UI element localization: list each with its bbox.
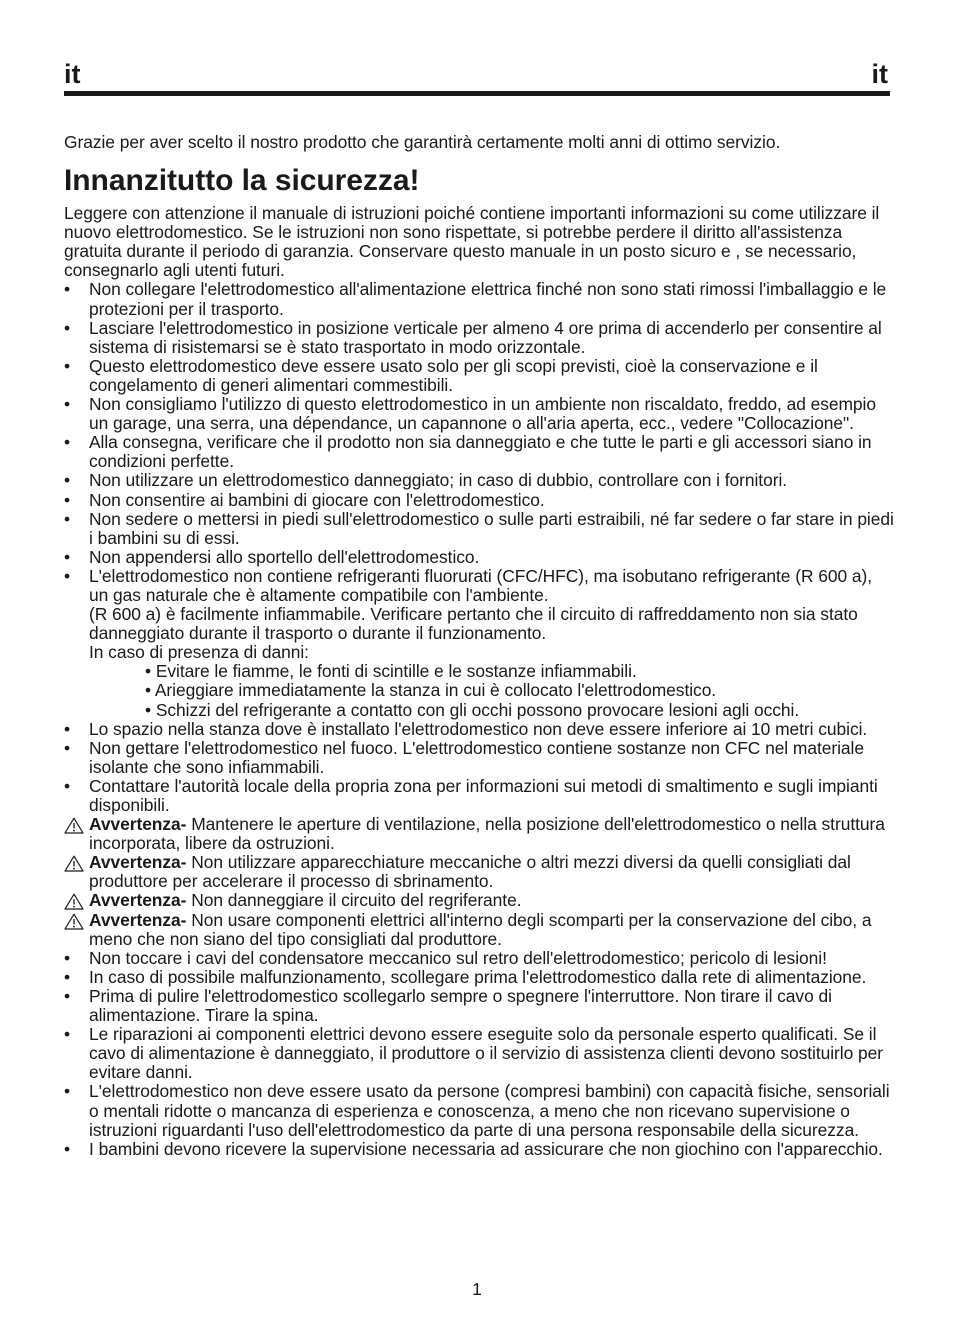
language-code-right: it [871, 59, 888, 89]
bullet: • [64, 508, 71, 529]
sublist-item: • Evitare le fiamme, le fonti di scintille e le sostanze infiammabili. [145, 661, 637, 682]
refrigerant-item [64, 567, 894, 720]
warning-label: Avvertenza- [89, 909, 187, 930]
warning-triangle-icon [64, 855, 84, 872]
list-item [64, 720, 894, 739]
list-item-text: Non utilizzare un elettrodomestico danneggiato; in caso di dubbio, controllare con i fornitori. [89, 470, 788, 491]
warning-text: Non usare componenti elettrici all'interno degli scomparti per la conservazione del cibo, a meno che non siano del tipo consigliati dal produttore. [89, 909, 872, 949]
bullet: • [64, 470, 71, 491]
intro-paragraph: Leggere con attenzione il manuale di istruzioni poiché contiene importanti informazioni su come utilizzare il nuovo elettrodomestico. Se le istruzioni non sono rispettate, si potrebbe perdere il diritto all'assistenza gratuita durante il periodo di garanzia. Conservare questo manuale in un posto sicuro e , se necessario, consegnarlo agli utenti futuri. [64, 203, 880, 281]
warning-text: Non utilizzare apparecchiature meccaniche o altri mezzi diversi da quelli consigliati dal produttore per accelerare il processo di sbrinamento. [89, 852, 851, 892]
sublist-item: • Arieggiare immediatamente la stanza in cui è collocato l'elettrodomestico. [145, 680, 717, 701]
list-item-text: Questo elettrodomestico deve essere usato solo per gli scopi previsti, cioè la conservazione e il congelamento di generi alimentari commestibili. [89, 355, 818, 395]
list-item-text: Non gettare l'elettrodomestico nel fuoco. L'elettrodomestico contiene sostanze non CFC nel materiale isolante che sono infiammabili. [89, 737, 864, 777]
header-rule [64, 91, 890, 96]
bullet: • [64, 546, 71, 567]
list-item [64, 1140, 894, 1159]
list-item [64, 357, 894, 395]
list-item [64, 491, 894, 510]
list-item [64, 949, 894, 968]
damage-sublist [89, 662, 894, 719]
list-item-text: Non collegare l'elettrodomestico all'alimentazione elettrica finché non sono stati rimossi l'imballaggio e le protezioni per il trasporto. [89, 279, 887, 319]
list-item [64, 280, 894, 318]
warning-text: Mantenere le aperture di ventilazione, nella posizione dell'elettrodomestico o nella struttura incorporata, libere da ostruzioni. [89, 814, 885, 854]
list-item [64, 471, 894, 490]
bullet: • [64, 775, 71, 796]
warning-triangle-icon [64, 913, 84, 930]
intro-text: Grazie per aver scelto il nostro prodotto che garantirà certamente molti anni di ottimo servizio. [64, 132, 781, 152]
list-item-text: Le riparazioni ai componenti elettrici devono essere eseguite solo da personale esperto qualificati. Se il cavo di alimentazione è danneggiato, il produttore o il servizio di assistenza clienti devono sostituirlo per evitare danni. [89, 1024, 884, 1083]
bullet: • [64, 718, 71, 739]
list-item-text: Non consigliamo l'utilizzo di questo elettrodomestico in un ambiente non riscaldato, freddo, ad esempio un garage, una serra, una dépendance, un capannone o all'aria aperta, ecc., vedere "Collocazione". [89, 394, 876, 434]
refrigerant-line-1: L'elettrodomestico non contiene refrigeranti fluorurati (CFC/HFC), ma isobutano refrigerante (R 600 a), un gas naturale che è altamente compatibile con l'ambiente. [89, 565, 873, 605]
list-item-text: Lo spazio nella stanza dove è installato l'elettrodomestico non deve essere inferiore ai 10 metri cubici. [89, 718, 868, 739]
page-number: 1 [472, 1279, 482, 1299]
list-item-text: Non consentire ai bambini di giocare con l'elettrodomestico. [89, 489, 545, 510]
list-item-text: L'elettrodomestico non deve essere usato da persone (compresi bambini) con capacità fisiche, sensoriali o mentali ridotte o mancanza di esperienza e conoscenza, a meno che non ricevano supervisione o istruzioni riguardanti l'uso dell'elettrodomestico da parte di una persona responsabile della sicurezza. [89, 1081, 890, 1140]
list-item-text: Non sedere o mettersi in piedi sull'elettrodomestico o sulle parti estraibili, né far sedere o far stare in piedi i bambini su di essi. [89, 508, 894, 548]
list-item-text: Lasciare l'elettrodomestico in posizione verticale per almeno 4 ore prima di accenderlo per consentire al sistema di risistemarsi se è stato trasportato in modo orizzontale. [89, 317, 882, 357]
warning-item [64, 853, 894, 891]
list-item-text: Alla consegna, verificare che il prodotto non sia danneggiato e che tutte le parti e gli accessori siano in condizioni perfette. [89, 432, 872, 472]
bullet: • [64, 737, 71, 758]
warning-label: Avvertenza- [89, 814, 187, 835]
bullet: • [64, 489, 71, 510]
list-item [64, 433, 894, 471]
list-item [64, 777, 894, 815]
list-item [64, 739, 894, 777]
list-item-text: Non appendersi allo sportello dell'elettrodomestico. [89, 546, 480, 567]
bullet: • [64, 279, 71, 300]
page-title: Innanzitutto la sicurezza! [64, 164, 420, 198]
list-item [64, 987, 894, 1025]
bullet: • [64, 947, 71, 968]
refrigerant-line-3: In caso di presenza di danni: [89, 642, 309, 663]
list-item-text: Prima di pulire l'elettrodomestico scollegarlo sempre o spegnere l'interruttore. Non tirare il cavo di alimentazione. Tirare la spina. [89, 985, 832, 1026]
list-item [64, 968, 894, 987]
bullet: • [64, 317, 71, 338]
bullet: • [64, 565, 71, 586]
list-item [64, 1025, 894, 1082]
warning-label: Avvertenza- [89, 890, 187, 911]
bullet: • [64, 1024, 71, 1045]
bullet: • [64, 966, 71, 987]
list-item [64, 319, 894, 357]
page-content [64, 133, 894, 1159]
safety-list [64, 280, 894, 1158]
bullet: • [64, 1081, 71, 1102]
list-item [64, 510, 894, 548]
list-item [64, 548, 894, 567]
list-item [64, 1082, 894, 1139]
warning-item [64, 891, 894, 910]
list-item-text: Non toccare i cavi del condensatore meccanico sul retro dell'elettrodomestico; pericolo di lesioni! [89, 947, 827, 968]
warning-text: Non danneggiare il circuito del regriferante. [186, 890, 522, 911]
list-item-text: I bambini devono ricevere la supervisione necessaria ad assicurare che non giochino con l'apparecchio. [89, 1138, 883, 1159]
list-item-text: In caso di possibile malfunzionamento, scollegare prima l'elettrodomestico dalla rete di alimentazione. [89, 966, 867, 987]
list-item-text: Contattare l'autorità locale della propria zona per informazioni sui metodi di smaltimento e sugli impianti disponibili. [89, 775, 878, 815]
warning-label: Avvertenza- [89, 852, 187, 873]
bullet: • [64, 355, 71, 376]
warning-triangle-icon [64, 817, 84, 834]
refrigerant-line-2: (R 600 a) è facilmente infiammabile. Verificare pertanto che il circuito di raffreddamento non sia stato danneggiato durante il trasporto o durante il funzionamento. [89, 604, 858, 644]
warning-item [64, 815, 894, 853]
bullet: • [64, 1138, 71, 1159]
bullet: • [64, 394, 71, 415]
warning-triangle-icon [64, 893, 84, 910]
bullet: • [64, 985, 71, 1006]
warning-item [64, 911, 894, 949]
language-code-left: it [64, 59, 81, 89]
list-item [64, 395, 894, 433]
bullet: • [64, 432, 71, 453]
sublist-item: • Schizzi del refrigerante a contatto con gli occhi possono provocare lesioni agli occhi. [145, 699, 800, 720]
